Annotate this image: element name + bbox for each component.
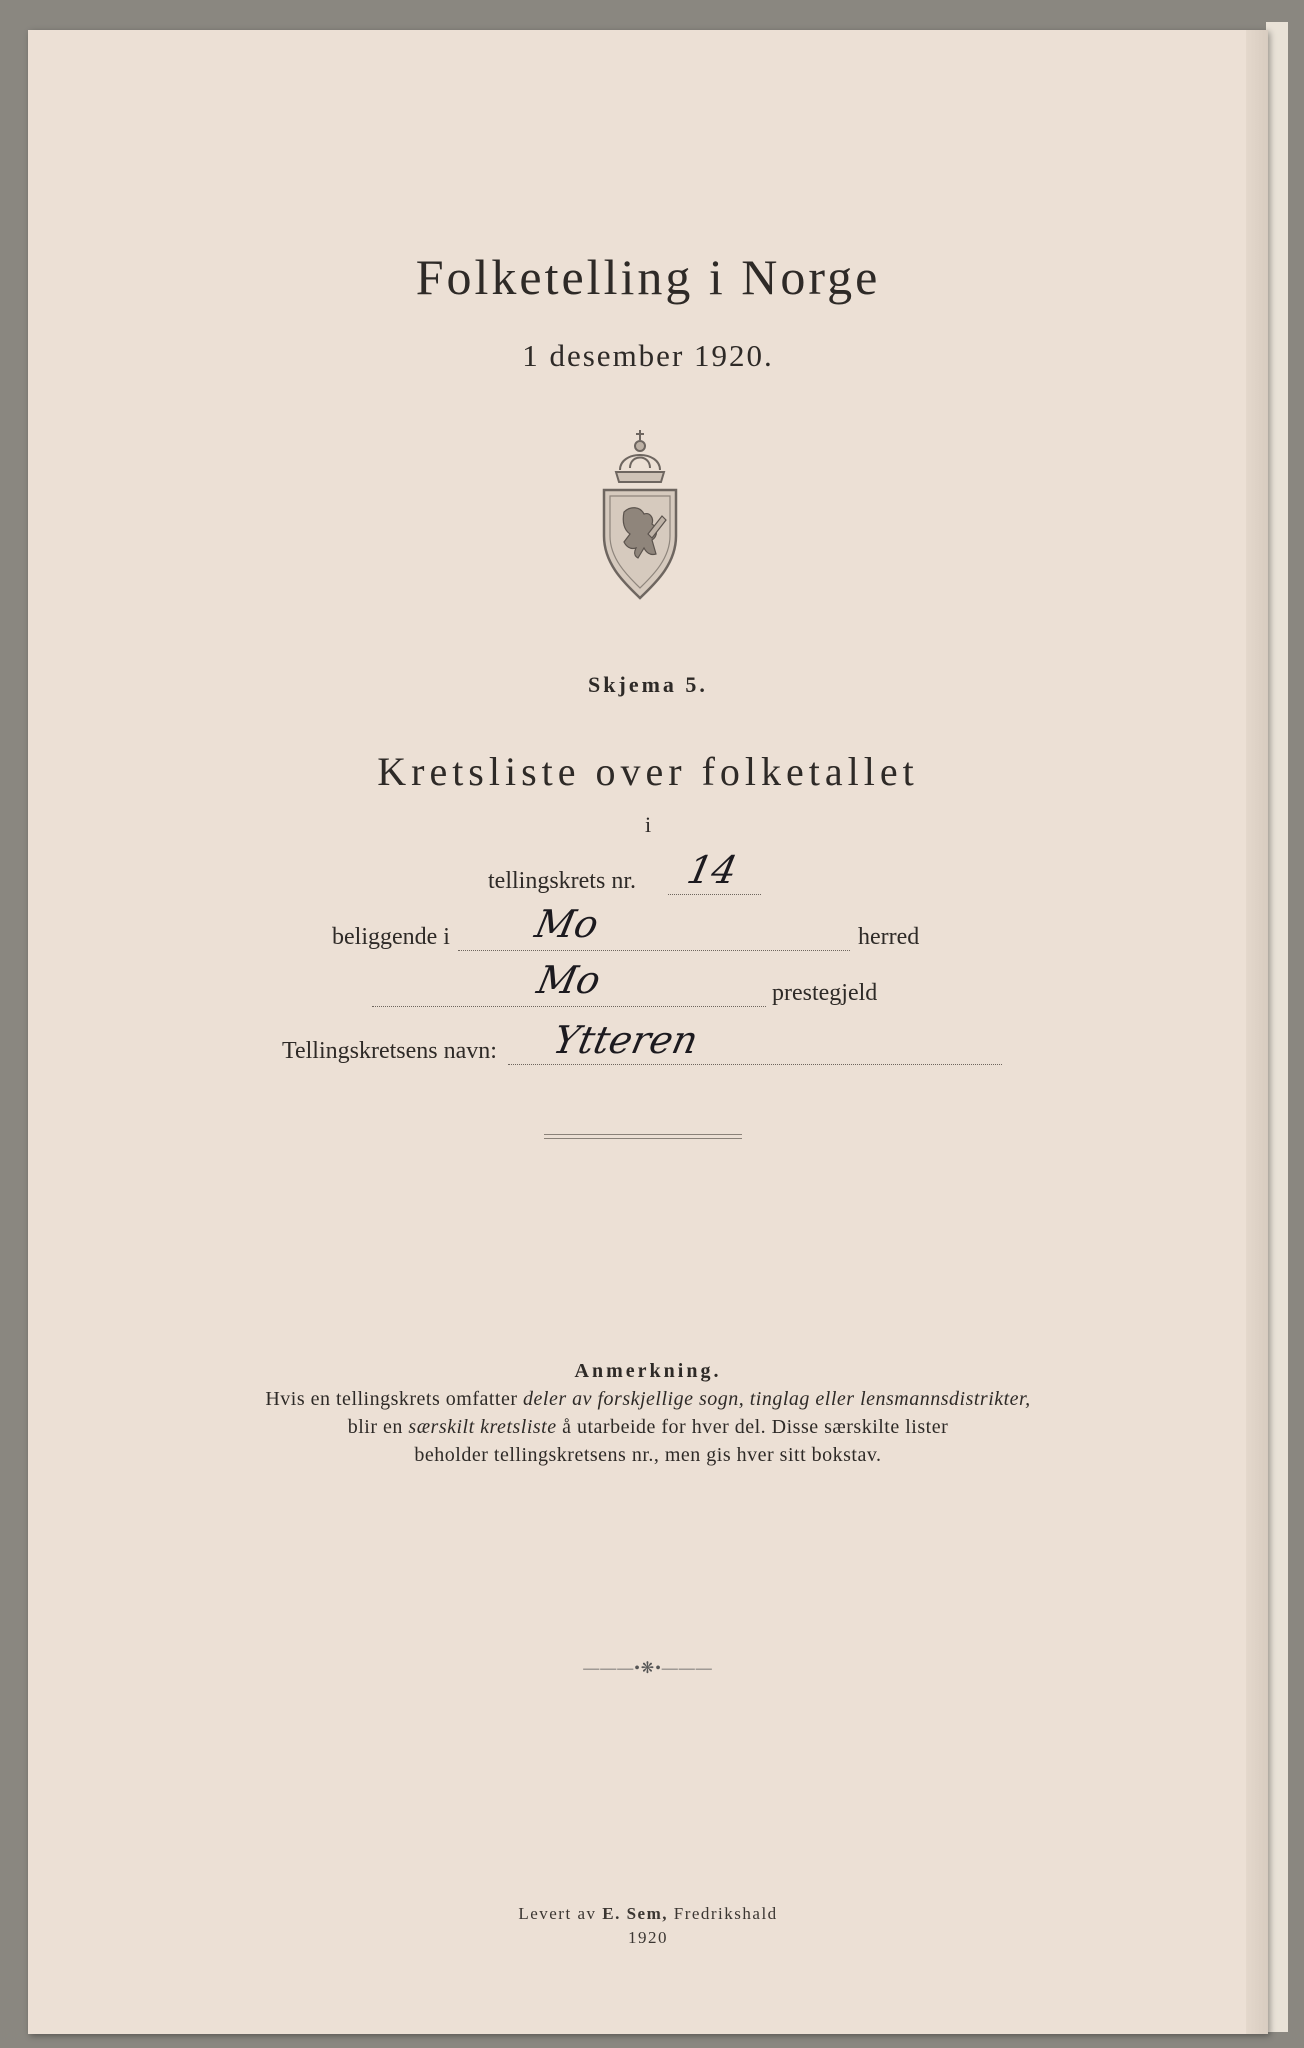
beliggende-field-line bbox=[458, 950, 850, 951]
krets-number-label: tellingskrets nr. bbox=[488, 868, 636, 894]
form-subtitle: Kretsliste over folketallet bbox=[377, 749, 919, 794]
krets-name-value: Ytteren bbox=[549, 1018, 702, 1062]
printer-credit bbox=[28, 1904, 1268, 1924]
ornament-divider: ———•❋•——— bbox=[583, 1660, 713, 1677]
printer-name: E. Sem, bbox=[602, 1904, 668, 1923]
krets-number-value: 14 bbox=[683, 848, 742, 892]
beliggende-value: Mo bbox=[531, 902, 603, 946]
norway-coat-of-arms-icon bbox=[590, 430, 690, 602]
note-line-2-start: blir en bbox=[347, 1416, 403, 1438]
note-heading: Anmerkning. bbox=[574, 1360, 722, 1382]
note-line-1-emphasis: deler av forskjellige sogn, tinglag eller lensmannsdistrikter, bbox=[523, 1388, 1031, 1410]
preposition-i: i bbox=[644, 812, 652, 837]
note-line-1 bbox=[28, 1388, 1268, 1411]
divider-rule-second bbox=[544, 1138, 742, 1139]
divider-rule bbox=[544, 1134, 742, 1135]
note-line-2-end: å utarbeide for hver del. Disse særskilte lister bbox=[562, 1416, 949, 1438]
printer-city: Fredrikshald bbox=[673, 1904, 778, 1923]
prestegjeld-value: Mo bbox=[533, 958, 605, 1002]
schema-number: Skjema 5. bbox=[588, 672, 708, 697]
krets-name-field-line bbox=[508, 1064, 1002, 1065]
census-date: 1 desember 1920. bbox=[522, 338, 774, 373]
krets-number-field-line bbox=[668, 894, 761, 895]
beliggende-label: beliggende i bbox=[332, 924, 450, 950]
prestegjeld-label: prestegjeld bbox=[772, 980, 878, 1006]
krets-name-label: Tellingskretsens navn: bbox=[282, 1038, 497, 1064]
census-form-page bbox=[28, 30, 1268, 2034]
printer-year: 1920 bbox=[628, 1928, 668, 1947]
back-sheet-edge bbox=[1266, 22, 1288, 2032]
herred-label: herred bbox=[858, 924, 920, 950]
note-line-2 bbox=[28, 1416, 1268, 1439]
page-edge bbox=[1246, 30, 1268, 2034]
printer-prefix: Levert av bbox=[518, 1904, 597, 1923]
prestegjeld-field-line bbox=[372, 1006, 766, 1007]
note-line-2-emphasis: særskilt kretsliste bbox=[408, 1416, 557, 1438]
note-line-1-start: Hvis en tellingskrets omfatter bbox=[265, 1388, 518, 1410]
form-title: Folketelling i Norge bbox=[415, 249, 881, 305]
note-line-3: beholder tellingskretsens nr., men gis hver sitt bokstav. bbox=[414, 1444, 882, 1466]
